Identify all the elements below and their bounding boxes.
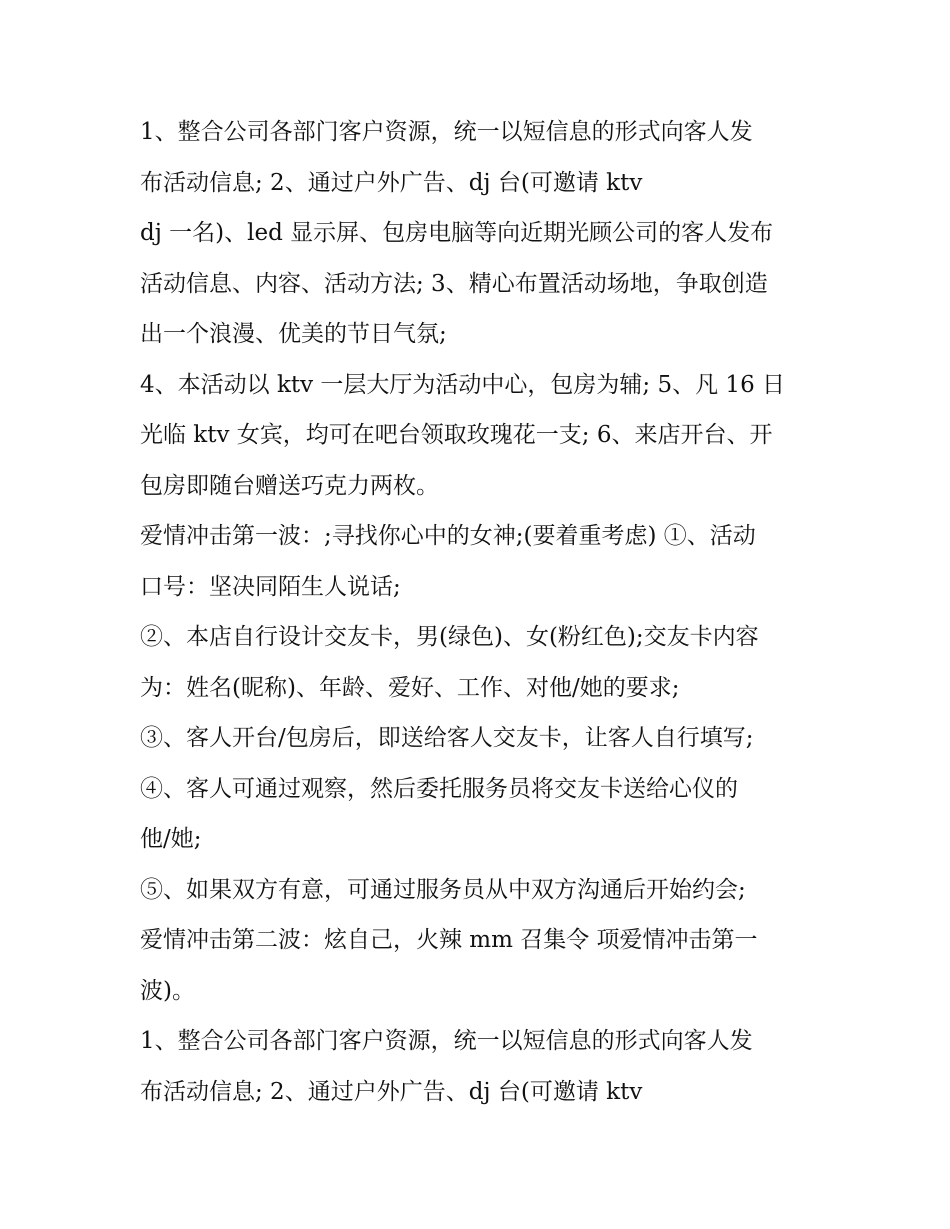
text-line-17: 爱情冲击第二波：炫自己，火辣 mm 召集令 项爱情冲击第一 — [140, 927, 758, 953]
text-line-20: 布活动信息; 2、通过户外广告、dj 台(可邀请 ktv — [140, 1078, 643, 1105]
document-body — [140, 107, 840, 1117]
text-line-7: 光临 ktv 女宾，均可在吧台领取玫瑰花一支; 6、来店开台、开 — [140, 422, 773, 448]
text-line-9: 爱情冲击第一波：;寻找你心中的女神;(要着重考虑) ①、活动 — [140, 523, 756, 549]
text-line-5: 出一个浪漫、优美的节日气氛; — [140, 321, 447, 347]
text-line-10: 口号：坚决同陌生人说话; — [140, 573, 401, 600]
text-line-2: 布活动信息; 2、通过户外广告、dj 台(可邀请 ktv — [140, 169, 643, 196]
text-line-6: 4、本活动以 ktv 一层大厅为活动中心，包房为辅; 5、凡 16 日 — [140, 371, 786, 398]
text-line-16: ⑤、如果双方有意，可通过服务员从中双方沟通后开始约会; — [140, 876, 746, 903]
text-line-11: ②、本店自行设计交友卡，男(绿色)、女(粉红色);交友卡内容 — [140, 624, 759, 650]
text-line-12: 为：姓名(昵称)、年龄、爱好、工作、对他/她的要求; — [140, 674, 680, 701]
text-line-3: dj 一名)、led 显示屏、包房电脑等向近期光顾公司的客人发布 — [140, 220, 774, 246]
text-line-13: ③、客人开台/包房后，即送给客人交友卡，让客人自行填写; — [140, 725, 754, 751]
text-line-18: 波)。 — [140, 977, 195, 1004]
text-line-19: 1、整合公司各部门客户资源，统一以短信息的形式向客人发 — [140, 1028, 753, 1054]
text-line-14: ④、客人可通过观察，然后委托服务员将交友卡送给心仪的 — [140, 775, 738, 802]
text-line-15: 他/她; — [140, 826, 202, 852]
text-line-1: 1、整合公司各部门客户资源，统一以短信息的形式向客人发 — [140, 119, 753, 145]
text-line-4: 活动信息、内容、活动方法; 3、精心布置活动场地，争取创造 — [140, 270, 768, 297]
text-line-8: 包房即随台赠送巧克力两枚。 — [140, 472, 439, 499]
